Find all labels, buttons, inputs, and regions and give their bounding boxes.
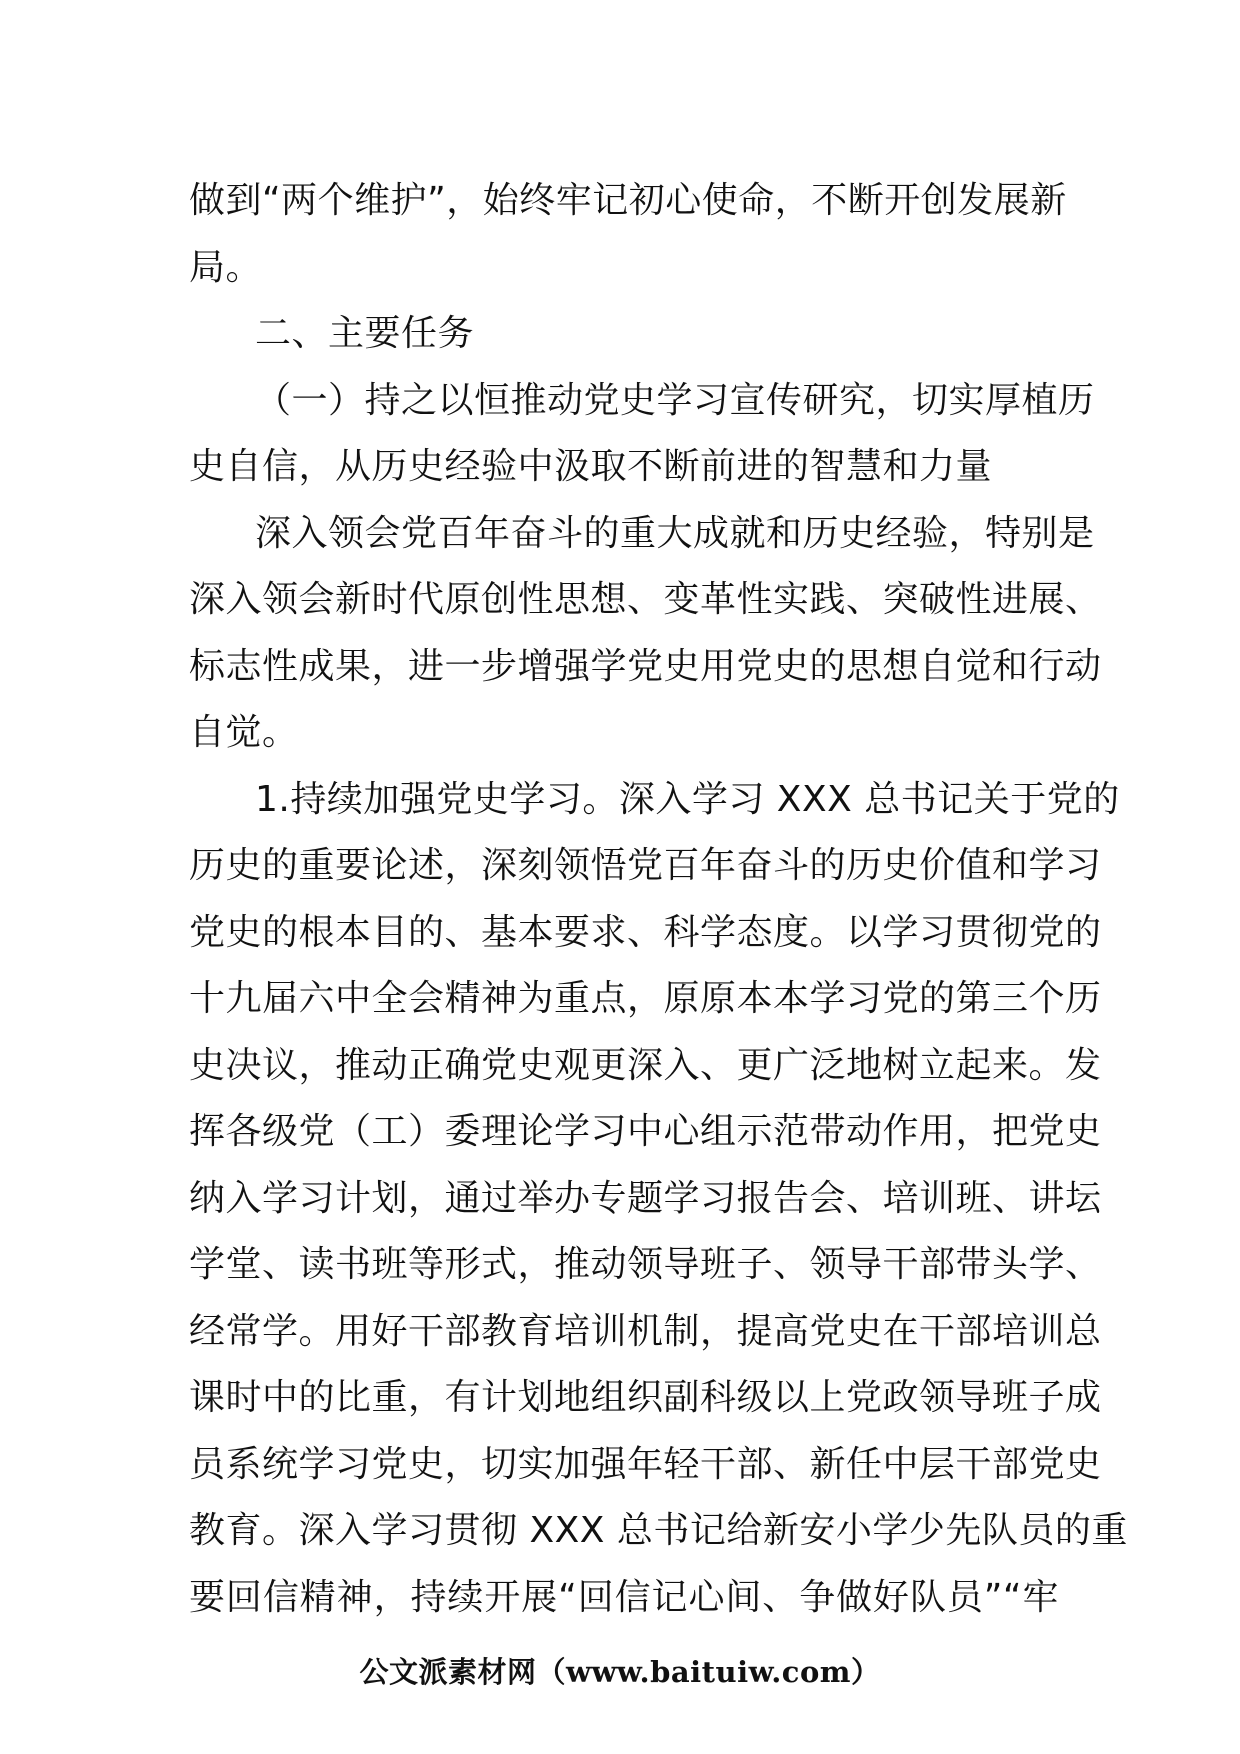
body-text [189,168,1128,1631]
text-line: 历史的重要论述，深刻领悟党百年奋斗的历史价值和学习 [189,845,1102,886]
footer-watermark: 公文派素材网（www.baituiw.com） [359,1655,881,1689]
text-line: 局。 [189,246,263,288]
text-line: 挥各级党（工）委理论学习中心组示范带动作用，把党史 [189,1111,1102,1152]
text-line: 经常学。用好干部教育培训机制，提高党史在干部培训总 [189,1310,1102,1352]
text-line: 自觉。 [189,712,299,753]
text-line: 党史的根本目的、基本要求、科学态度。以学习贯彻党的 [189,911,1102,953]
text-line: 教育。深入学习贯彻 XXX 总书记给新安小学少先队员的重 [189,1510,1128,1551]
text-line: 深入领会党百年奋斗的重大成就和历史经验，特别是 [255,512,1095,554]
text-line: 史决议，推动正确党史观更深入、更广泛地树立起来。发 [189,1044,1102,1086]
text-line: 1.持续加强党史学习。深入学习 XXX 总书记关于党的 [255,778,1120,820]
text-line: 要回信精神，持续开展“回信记心间、争做好队员”“牢 [189,1576,1059,1618]
text-line: 员系统学习党史，切实加强年轻干部、新任中层干部党史 [189,1443,1102,1485]
text-line: 标志性成果，进一步增强学党史用党史的思想自觉和行动 [189,645,1102,687]
text-line: 学堂、读书班等形式，推动领导班子、领导干部带头学、 [189,1244,1102,1285]
text-line: 做到“两个维护”，始终牢记初心使命，不断开创发展新 [189,180,1067,221]
text-line: （一）持之以恒推动党史学习宣传研究，切实厚植历 [255,379,1095,421]
text-line: 课时中的比重，有计划地组织副科级以上党政领导班子成 [189,1377,1102,1418]
text-line: 深入领会新时代原创性思想、变革性实践、突破性进展、 [189,579,1102,620]
text-line: 二、主要任务 [255,313,475,354]
text-line: 十九届六中全会精神为重点，原原本本学习党的第三个历 [189,978,1102,1019]
text-line: 史自信，从历史经验中汲取不断前进的智慧和力量 [189,446,993,487]
text-line: 纳入学习计划，通过举办专题学习报告会、培训班、讲坛 [189,1177,1102,1219]
